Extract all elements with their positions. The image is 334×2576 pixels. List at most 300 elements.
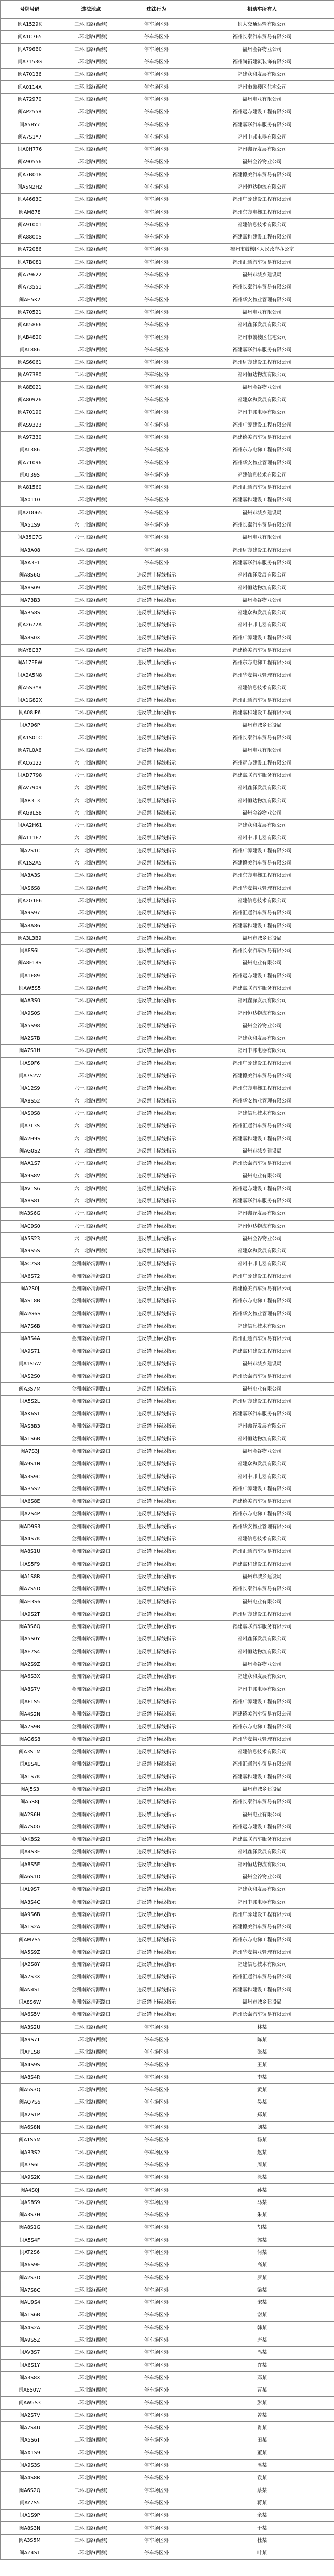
table-row (1, 1683, 334, 1696)
violation-cell: 违反禁止标线指示 (123, 1370, 190, 1383)
plate-number-cell: 闽A6S5V (1, 2009, 59, 2021)
violation-cell: 违反禁止标线指示 (123, 632, 190, 644)
location-cell: 二环北路(西侧) (59, 2272, 123, 2284)
owner-cell: 福州金谷物业公司 (190, 1871, 334, 1883)
owner-cell: 朱某 (190, 2209, 334, 2221)
table-row (1, 1120, 334, 1132)
table-row (1, 2409, 334, 2421)
plate-number-cell: 闽A4S9S (1, 2059, 59, 2071)
plate-number-cell: 闽A9S2T (1, 1608, 59, 1620)
violation-cell: 违反禁止标线指示 (123, 1483, 190, 1495)
location-cell: 金洲南路清源路口 (59, 1871, 123, 1883)
location-cell: 二环北路(西侧) (59, 2347, 123, 2359)
owner-cell: 福州中邦电器有限公司 (190, 619, 334, 632)
plate-number-cell: 闽AH3S6 (1, 1596, 59, 1608)
violation-cell: 违反禁止标线指示 (123, 694, 190, 707)
table-row (1, 1546, 334, 1558)
location-cell: 金洲南路清源路口 (59, 1395, 123, 1408)
location-cell: 六一北路(西侧) (59, 807, 123, 819)
owner-cell: 福州东方电梯工程有限公司 (190, 657, 334, 669)
owner-cell: 冯某 (190, 2347, 334, 2359)
table-row (1, 2109, 334, 2121)
plate-number-cell: 闽A6S9E (1, 2259, 59, 2272)
violation-cell: 违反禁止标线指示 (123, 1107, 190, 1120)
table-row (1, 1070, 334, 1082)
location-cell: 金洲南路清源路口 (59, 1621, 123, 1633)
table-row (1, 594, 334, 606)
table-row (1, 2146, 334, 2159)
plate-number-cell: 闽A4S3F (1, 1846, 59, 1858)
plate-number-cell: 闽A1G82X (1, 694, 59, 707)
location-cell: 六一北路(西侧) (59, 1195, 123, 1207)
location-cell: 金洲南路清源路口 (59, 1508, 123, 1520)
table-row (1, 1971, 334, 1984)
plate-number-cell: 闽AA3F1 (1, 556, 59, 569)
violation-cell: 违反禁止标线指示 (123, 932, 190, 944)
plate-number-cell: 闽AC9S0 (1, 1220, 59, 1232)
location-cell: 金洲南路清源路口 (59, 1270, 123, 1282)
location-cell: 二环北路(西侧) (59, 907, 123, 920)
plate-number-cell: 闽AF1S5 (1, 1696, 59, 1708)
owner-cell: 福州中邦电器有限公司 (190, 1896, 334, 1908)
location-cell: 二环北路(西侧) (59, 2472, 123, 2484)
table-row (1, 657, 334, 669)
owner-cell: 福建嘉联汽车服务有限公司 (190, 556, 334, 569)
violation-cell: 停车场区外 (123, 218, 190, 231)
plate-number-cell: 闽A3S8X (1, 2371, 59, 2384)
table-row (1, 1370, 334, 1383)
owner-cell: 福州东方电梯工程有限公司 (190, 870, 334, 882)
violation-cell: 停车场区外 (123, 2033, 190, 2046)
plate-number-cell: 闽A7S6B (1, 1320, 59, 1332)
location-cell: 金洲南路清源路口 (59, 1546, 123, 1558)
location-cell: 金洲南路清源路口 (59, 1358, 123, 1370)
violation-cell: 停车场区外 (123, 344, 190, 356)
table-row (1, 844, 334, 857)
plate-number-cell: 闽AZ4S1 (1, 2547, 59, 2559)
violation-cell: 违反禁止标线指示 (123, 1445, 190, 1458)
location-cell: 金洲南路清源路口 (59, 1858, 123, 1871)
plate-number-cell: 闽A796B0 (1, 43, 59, 56)
violation-cell: 违反禁止标线指示 (123, 1158, 190, 1170)
table-row (1, 306, 334, 318)
owner-cell: 福州长泰汽车贸易有限公司 (190, 31, 334, 43)
violation-cell: 违反禁止标线指示 (123, 1996, 190, 2008)
table-row (1, 2159, 334, 2171)
location-cell: 金洲南路清源路口 (59, 1320, 123, 1332)
violation-cell: 违反禁止标线指示 (123, 619, 190, 632)
plate-number-cell: 闽A97380 (1, 369, 59, 381)
table-row (1, 2121, 334, 2133)
owner-cell: 福州市城乡建设局 (190, 1358, 334, 1370)
owner-cell: 福州华安物业管理有限公司 (190, 294, 334, 306)
plate-number-cell: 闽A70190 (1, 406, 59, 419)
plate-number-cell: 闽A80926 (1, 394, 59, 406)
table-row (1, 2397, 334, 2409)
violation-cell: 违反禁止标线指示 (123, 1195, 190, 1207)
owner-cell: 福州电业有限公司 (190, 1596, 334, 1608)
violation-cell: 违反禁止标线指示 (123, 1583, 190, 1596)
location-cell: 金洲南路清源路口 (59, 1796, 123, 1808)
plate-number-cell: 闽A1S6B (1, 1433, 59, 1445)
table-row (1, 2522, 334, 2534)
owner-cell: 福建众和发展有限公司 (190, 606, 334, 619)
table-row (1, 1295, 334, 1308)
table-row (1, 1583, 334, 1596)
header-location: 违法地点 (59, 1, 123, 19)
location-cell: 二环北路(西侧) (59, 419, 123, 431)
plate-number-cell: 闽A6S8E (1, 1496, 59, 1508)
owner-cell: 蔡某 (190, 2484, 334, 2497)
table-row (1, 970, 334, 982)
violation-cell: 违反禁止标线指示 (123, 744, 190, 757)
violation-cell: 停车场区外 (123, 2021, 190, 2033)
plate-number-cell: 闽AR3L3 (1, 794, 59, 807)
location-cell: 二环北路(西侧) (59, 582, 123, 594)
owner-cell: 彭某 (190, 2397, 334, 2409)
owner-cell: 福州广源建设工程有限公司 (190, 632, 334, 644)
violation-cell: 停车场区外 (123, 2134, 190, 2146)
plate-number-cell: 闽A1S5W (1, 1358, 59, 1370)
violation-cell: 违反禁止标线指示 (123, 1871, 190, 1883)
plate-number-cell: 闽A7153G (1, 56, 59, 68)
plate-number-cell: 闽A91001 (1, 218, 59, 231)
violation-cell: 违反禁止标线指示 (123, 1758, 190, 1771)
plate-number-cell: 闽A2H9S (1, 1132, 59, 1145)
owner-cell: 福州东方电梯工程有限公司 (190, 1721, 334, 1733)
violation-cell: 违反禁止标线指示 (123, 1646, 190, 1658)
location-cell: 二环北路(西侧) (59, 2246, 123, 2259)
table-row (1, 2472, 334, 2484)
violation-cell: 违反禁止标线指示 (123, 857, 190, 869)
table-row (1, 1658, 334, 1670)
violation-cell: 停车场区外 (123, 2297, 190, 2309)
table-row (1, 456, 334, 469)
table-row (1, 2434, 334, 2447)
owner-cell: 福州汇通汽车贸易有限公司 (190, 1971, 334, 1984)
plate-number-cell: 闽A7L0A6 (1, 744, 59, 757)
location-cell: 六一北路(西侧) (59, 794, 123, 807)
location-cell: 六一北路(西侧) (59, 757, 123, 769)
plate-number-cell: 闽AL9S7 (1, 1884, 59, 1896)
violation-cell: 违反禁止标线指示 (123, 1420, 190, 1433)
plate-number-cell: 闽AP1S8 (1, 2046, 59, 2059)
table-row (1, 1621, 334, 1633)
table-row (1, 757, 334, 769)
location-cell: 金洲南路清源路口 (59, 1959, 123, 1971)
location-cell: 金洲南路清源路口 (59, 1483, 123, 1495)
plate-number-cell: 闽A4S2N (1, 1708, 59, 1721)
location-cell: 二环北路(西侧) (59, 732, 123, 744)
plate-number-cell: 闽A8S5E (1, 1858, 59, 1871)
location-cell: 二环北路(西侧) (59, 156, 123, 168)
violation-cell: 违反禁止标线指示 (123, 1095, 190, 1107)
violation-cell: 停车场区外 (123, 2459, 190, 2471)
location-cell: 金洲南路清源路口 (59, 1383, 123, 1395)
location-cell: 二环北路(西侧) (59, 256, 123, 268)
location-cell: 金洲南路清源路口 (59, 1658, 123, 1670)
owner-cell: 福州汇通汽车贸易有限公司 (190, 694, 334, 707)
location-cell: 二环北路(西侧) (59, 1045, 123, 1057)
violation-cell: 停车场区外 (123, 2234, 190, 2246)
plate-number-cell: 闽A8S4R (1, 2071, 59, 2083)
plate-number-cell: 闽A35C7G (1, 532, 59, 544)
violation-cell: 违反禁止标线指示 (123, 1608, 190, 1620)
table-row (1, 344, 334, 356)
location-cell: 二环北路(西侧) (59, 644, 123, 656)
location-cell: 金洲南路清源路口 (59, 1596, 123, 1608)
plate-number-cell: 闽A8S6W (1, 1996, 59, 2008)
owner-cell: 福州市城乡建设局 (190, 719, 334, 732)
location-cell: 金洲南路清源路口 (59, 1470, 123, 1483)
plate-number-cell: 闽A9S1N (1, 1458, 59, 1470)
owner-cell: 福建嘉和建设工程有限公司 (190, 1984, 334, 1996)
owner-cell: 福州恒达物流有限公司 (190, 181, 334, 193)
table-row (1, 544, 334, 556)
violation-cell: 停车场区外 (123, 506, 190, 519)
violation-cell: 停车场区外 (123, 2522, 190, 2534)
plate-number-cell: 闽AU9S4 (1, 2297, 59, 2309)
table-row (1, 1057, 334, 1070)
violation-cell: 停车场区外 (123, 2071, 190, 2083)
table-row (1, 982, 334, 994)
violation-cell: 停车场区外 (123, 2510, 190, 2522)
owner-cell: 福州长泰汽车贸易有限公司 (190, 1370, 334, 1383)
owner-cell: 吴某 (190, 2096, 334, 2109)
location-cell: 二环北路(西侧) (59, 2297, 123, 2309)
violation-cell: 违反禁止标线指示 (123, 1683, 190, 1696)
plate-number-cell: 闽A7S0G (1, 1821, 59, 1833)
owner-cell: 福州鑫泽发展有限公司 (190, 1208, 334, 1220)
owner-cell: 福州汇通汽车贸易有限公司 (190, 1333, 334, 1345)
table-row (1, 1633, 334, 1646)
table-row (1, 268, 334, 281)
location-cell: 二环北路(西侧) (59, 357, 123, 369)
location-cell: 金洲南路清源路口 (59, 1558, 123, 1570)
table-row (1, 1871, 334, 1883)
violation-cell: 违反禁止标线指示 (123, 1358, 190, 1370)
owner-cell: 福州汇通汽车贸易有限公司 (190, 1546, 334, 1558)
location-cell: 金洲南路清源路口 (59, 1758, 123, 1771)
plate-number-cell: 闽A1S8R (1, 1570, 59, 1583)
violation-cell: 停车场区外 (123, 2434, 190, 2447)
owner-cell: 福州华安物业管理有限公司 (190, 456, 334, 469)
owner-cell: 邓某 (190, 2371, 334, 2384)
table-row (1, 894, 334, 907)
table-row (1, 1946, 334, 1958)
plate-number-cell: 闽A1S2A (1, 1921, 59, 1934)
location-cell: 二环北路(西侧) (59, 957, 123, 970)
owner-cell: 韩某 (190, 2321, 334, 2334)
owner-cell: 福州金谷物业公司 (190, 1658, 334, 1670)
location-cell: 六一北路(西侧) (59, 832, 123, 844)
plate-number-cell: 闽AW5S3 (1, 2397, 59, 2409)
location-cell: 金洲南路清源路口 (59, 1745, 123, 1758)
owner-cell: 福州市城乡建设局 (190, 268, 334, 281)
location-cell: 二环北路(西侧) (59, 281, 123, 294)
location-cell: 二环北路(西侧) (59, 306, 123, 318)
owner-cell: 福州恒达物流有限公司 (190, 369, 334, 381)
table-row (1, 31, 334, 43)
table-row (1, 2547, 334, 2559)
table-row (1, 406, 334, 419)
owner-cell: 福建众和发展有限公司 (190, 394, 334, 406)
owner-cell: 福建众和发展有限公司 (190, 820, 334, 832)
table-row (1, 1520, 334, 1533)
violation-cell: 停车场区外 (123, 2547, 190, 2559)
location-cell: 二环北路(西侧) (59, 319, 123, 331)
violation-cell: 停车场区外 (123, 106, 190, 118)
violation-cell: 停车场区外 (123, 331, 190, 344)
owner-cell: 福州市城乡建设局 (190, 932, 334, 944)
violation-cell: 违反禁止标线指示 (123, 1070, 190, 1082)
location-cell: 六一北路(西侧) (59, 1220, 123, 1232)
location-cell: 金洲南路清源路口 (59, 1984, 123, 1996)
table-row (1, 569, 334, 582)
violation-cell: 违反禁止标线指示 (123, 1395, 190, 1408)
violation-cell: 违反禁止标线指示 (123, 1520, 190, 1533)
owner-cell: 福州远方建设工程有限公司 (190, 106, 334, 118)
location-cell: 金洲南路清源路口 (59, 1496, 123, 1508)
plate-number-cell: 闽A0114A (1, 81, 59, 93)
owner-cell: 福州尚新建筑装饰有限公司 (190, 56, 334, 68)
table-row (1, 1270, 334, 1282)
table-row (1, 1195, 334, 1207)
violation-cell: 停车场区外 (123, 556, 190, 569)
location-cell: 金洲南路清源路口 (59, 1996, 123, 2008)
violation-cell: 停车场区外 (123, 231, 190, 244)
violation-cell: 违反禁止标线指示 (123, 1470, 190, 1483)
owner-cell: 福州华安物业管理有限公司 (190, 1520, 334, 1533)
violation-cell: 违反禁止标线指示 (123, 757, 190, 769)
location-cell: 二环北路(西侧) (59, 394, 123, 406)
owner-cell: 福州金谷物业公司 (190, 807, 334, 819)
violation-cell: 违反禁止标线指示 (123, 1433, 190, 1445)
plate-number-cell: 闽A3A08 (1, 544, 59, 556)
owner-cell: 福州鑫泽发展有限公司 (190, 1420, 334, 1433)
plate-number-cell: 闽AV7909 (1, 782, 59, 794)
plate-number-cell: 闽A2S9Z (1, 1658, 59, 1670)
violation-cell: 停车场区外 (123, 2359, 190, 2371)
plate-number-cell: 闽AP2558 (1, 106, 59, 118)
owner-cell: 肖某 (190, 2422, 334, 2434)
location-cell: 二环北路(西侧) (59, 2059, 123, 2071)
owner-cell: 福州鑫泽发展有限公司 (190, 1846, 334, 1858)
plate-number-cell: 闽A12S9 (1, 1082, 59, 1095)
table-row (1, 1508, 334, 1520)
violation-cell: 停车场区外 (123, 419, 190, 431)
violation-cell: 停车场区外 (123, 2121, 190, 2133)
table-row (1, 81, 334, 93)
owner-cell: 高某 (190, 2259, 334, 2272)
plate-number-cell: 闽A2G1F6 (1, 894, 59, 907)
owner-cell: 福建信息技术有限公司 (190, 894, 334, 907)
owner-cell: 徐某 (190, 2172, 334, 2184)
location-cell: 金洲南路清源路口 (59, 1696, 123, 1708)
plate-number-cell: 闽A3S1M (1, 1745, 59, 1758)
location-cell: 二环北路(西侧) (59, 406, 123, 419)
violation-cell: 停车场区外 (123, 2371, 190, 2384)
violation-cell: 停车场区外 (123, 406, 190, 419)
owner-cell: 福州汇通汽车贸易有限公司 (190, 1120, 334, 1132)
owner-cell: 福州东方电梯工程有限公司 (190, 206, 334, 218)
table-row (1, 2059, 334, 2071)
owner-cell: 福州电业有限公司 (190, 93, 334, 106)
table-row (1, 444, 334, 456)
owner-cell: 福州中邦电器有限公司 (190, 1470, 334, 1483)
violation-cell: 违反禁止标线指示 (123, 1007, 190, 1020)
table-row (1, 1934, 334, 1946)
table-row (1, 1834, 334, 1846)
owner-cell: 福建众和发展有限公司 (190, 69, 334, 81)
violation-cell: 违反禁止标线指示 (123, 1934, 190, 1946)
plate-number-cell: 闽A3S6G (1, 1208, 59, 1220)
violation-cell: 违反禁止标线指示 (123, 1082, 190, 1095)
table-row (1, 294, 334, 306)
location-cell: 六一北路(西侧) (59, 1107, 123, 1120)
table-row (1, 2033, 334, 2046)
plate-number-cell: 闽A8S0W (1, 2384, 59, 2397)
violation-cell: 停车场区外 (123, 2209, 190, 2221)
violation-cell: 停车场区外 (123, 2259, 190, 2272)
plate-number-cell: 闽AB4820 (1, 331, 59, 344)
plate-number-cell: 闽AB5S2 (1, 1483, 59, 1495)
violation-cell: 违反禁止标线指示 (123, 1808, 190, 1821)
location-cell: 二环北路(西侧) (59, 206, 123, 218)
owner-cell: 胡某 (190, 2222, 334, 2234)
plate-number-cell: 闽A51S9 (1, 519, 59, 531)
table-row (1, 218, 334, 231)
location-cell: 二环北路(西侧) (59, 2222, 123, 2234)
owner-cell: 谢某 (190, 2309, 334, 2321)
plate-number-cell: 闽A5N2H2 (1, 181, 59, 193)
location-cell: 金洲南路清源路口 (59, 1408, 123, 1420)
violation-cell: 停车场区外 (123, 2409, 190, 2421)
location-cell: 二环北路(西侧) (59, 381, 123, 394)
table-row (1, 882, 334, 894)
plate-number-cell: 闽A97330 (1, 431, 59, 444)
owner-cell: 福州金谷物业公司 (190, 156, 334, 168)
table-row (1, 1170, 334, 1182)
plate-number-cell: 闽AK6S1 (1, 1408, 59, 1420)
violation-cell: 违反禁止标线指示 (123, 1308, 190, 1320)
plate-number-cell: 闽A7S1Y7 (1, 131, 59, 143)
violation-cell: 停车场区外 (123, 194, 190, 206)
violation-cell: 违反禁止标线指示 (123, 644, 190, 656)
location-cell: 金洲南路清源路口 (59, 1946, 123, 1958)
plate-number-cell: 闽A3S5M (1, 2534, 59, 2547)
plate-number-cell: 闽A6S2Q (1, 2484, 59, 2497)
violation-cell: 违反禁止标线指示 (123, 995, 190, 1007)
plate-number-cell: 闽A4S2A (1, 2321, 59, 2334)
owner-cell: 福建嘉联汽车服务有限公司 (190, 344, 334, 356)
location-cell: 金洲南路清源路口 (59, 1420, 123, 1433)
table-row (1, 1007, 334, 1020)
table-row (1, 644, 334, 656)
violation-cell: 违反禁止标线指示 (123, 970, 190, 982)
table-row (1, 932, 334, 944)
owner-cell: 福建德美汽车贸易有限公司 (190, 644, 334, 656)
owner-cell: 福州金谷物业公司 (190, 43, 334, 56)
table-header (1, 1, 334, 19)
violation-cell: 违反禁止标线指示 (123, 944, 190, 957)
plate-number-cell: 闽A1C765 (1, 31, 59, 43)
plate-number-cell: 闽A8A86 (1, 920, 59, 932)
location-cell: 二环北路(西侧) (59, 694, 123, 707)
violation-cell: 停车场区外 (123, 481, 190, 494)
owner-cell: 福州中邦电器有限公司 (190, 406, 334, 419)
violation-cell: 违反禁止标线指示 (123, 957, 190, 970)
